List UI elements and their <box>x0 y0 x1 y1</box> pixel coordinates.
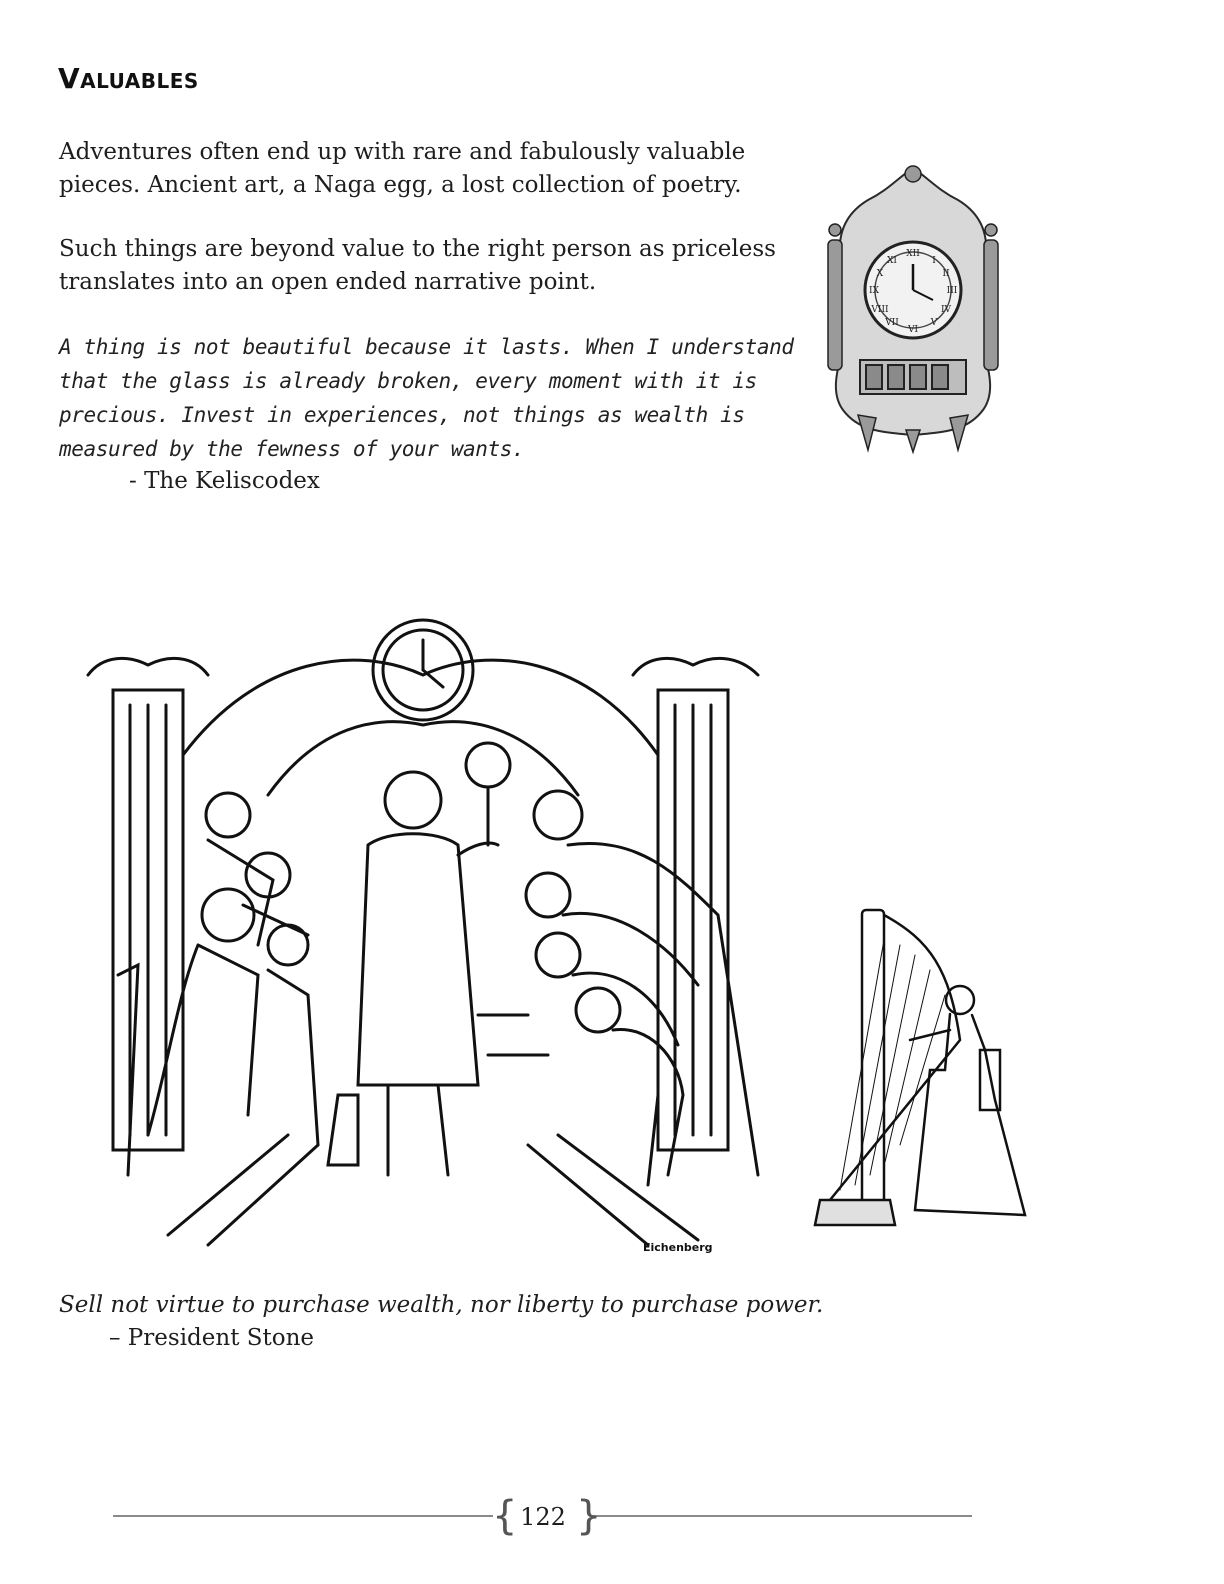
svg-text:VII: VII <box>885 318 899 328</box>
svg-text:VI: VI <box>907 325 919 335</box>
footer-brace-left: { <box>492 1493 518 1539</box>
svg-text:VIII: VIII <box>871 305 889 315</box>
svg-text:I: I <box>932 256 936 266</box>
footer-brace-right: } <box>576 1493 602 1539</box>
svg-text:IX: IX <box>869 286 879 296</box>
ornate-clock-illustration <box>818 160 1008 455</box>
keliscodex-attribution: - The Keliscodex <box>129 468 320 494</box>
svg-text:V: V <box>930 318 938 328</box>
page-number: 122 <box>520 1503 566 1531</box>
closing-quote: Sell not virtue to purchase wealth, nor liberty to purchase power. <box>59 1292 824 1318</box>
svg-text:X: X <box>876 269 884 279</box>
harpist-illustration <box>800 900 1030 1235</box>
svg-text:III: III <box>946 286 958 296</box>
svg-text:XII: XII <box>906 249 920 259</box>
intro-paragraph: Adventures often end up with rare and fabulously valuable pieces. Ancient art, a Naga egg, a lost collection of poetry. <box>59 139 746 198</box>
svg-text:II: II <box>942 269 950 279</box>
footer-rule-right <box>592 1515 972 1517</box>
bowing-crowd-cartoon <box>58 615 788 1260</box>
closing-attribution: – President Stone <box>109 1325 315 1351</box>
artist-signature: Eichenberg <box>643 1241 713 1254</box>
svg-text:IV: IV <box>940 305 952 315</box>
section-heading: Valuables <box>58 62 199 95</box>
keliscodex-quote: A thing is not beautiful because it lasts. When I understand that the glass is already broken, every moment with it is precious. Invest in experiences, not things as wealth is measured by the fewness of your wants. <box>59 335 794 461</box>
value-paragraph: Such things are beyond value to the right person as priceless translates into an open ended narrative point. <box>59 236 776 295</box>
svg-text:XI: XI <box>887 256 897 266</box>
footer-rule-left <box>113 1515 493 1517</box>
